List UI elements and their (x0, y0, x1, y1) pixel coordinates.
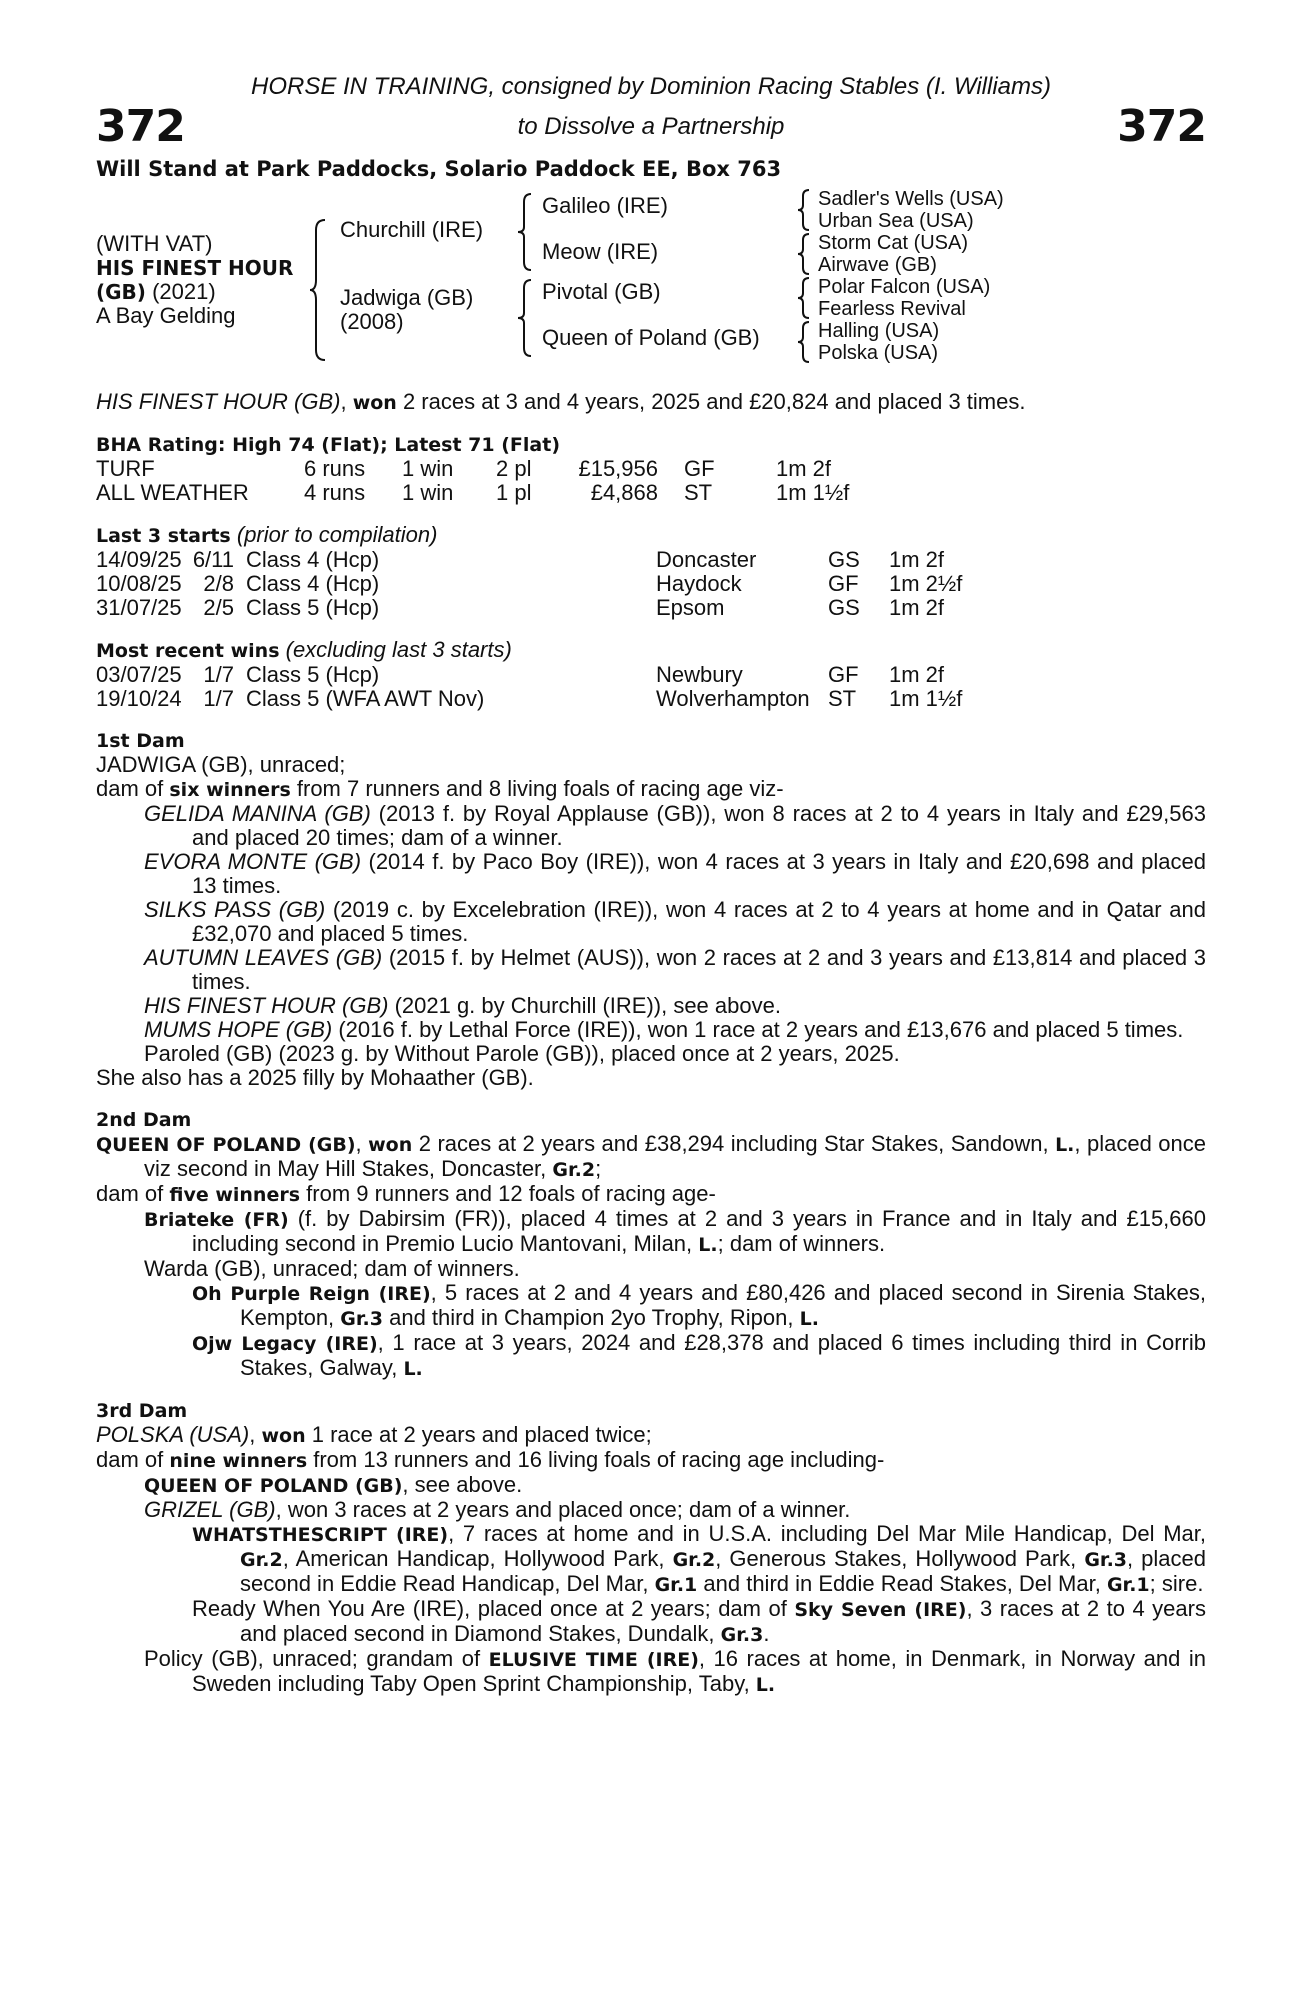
progeny-entry (96, 898, 1206, 946)
progeny-entry (96, 946, 1206, 994)
rating-runs: 4 runs (304, 480, 366, 505)
pedigree-sire-dam: Meow (IRE) (542, 239, 659, 264)
horse-identity (96, 232, 301, 328)
progeny-entry (96, 802, 1206, 850)
pedigree-g3-7: Halling (USA) (818, 320, 940, 342)
progeny-name: AUTUMN LEAVES (GB) (144, 945, 383, 970)
progeny-entry (96, 1522, 1206, 1597)
win-row (96, 687, 1206, 711)
text: from 13 runners and 16 living foals of racing age including- (307, 1447, 885, 1472)
rating-row (96, 457, 1206, 481)
listed-label: L. (698, 1234, 718, 1256)
progeny-text: , 1 race at 3 years, 2024 and £28,378 and placed 6 times including third in Corrib Stakes, Galway, (240, 1330, 1206, 1380)
progeny-entry (96, 994, 1206, 1018)
progeny-text: (2016 f. by Lethal Force (IRE)), won 1 race at 2 years and £13,676 and placed 5 times. (332, 1017, 1184, 1042)
grade-label: Gr.1 (1106, 1574, 1150, 1596)
first-dam-closing: She also has a 2025 filly by Mohaather (GB). (96, 1065, 534, 1090)
start-row (96, 548, 1206, 572)
pedigree-brace-gen1 (308, 218, 328, 362)
pedigree-brace-g3-3 (796, 276, 812, 320)
listed-label: L. (799, 1308, 819, 1330)
text: Ready When You Are (IRE), placed once at 2 years; dam of (192, 1596, 795, 1621)
second-dam-name: QUEEN OF POLAND (GB) (96, 1134, 356, 1156)
rating-runs: 6 runs (304, 456, 366, 481)
text: , 7 races at home and in U.S.A. including Del Mar Mile Handicap, Del Mar, (448, 1521, 1206, 1546)
summary-horse-name: HIS FINEST HOUR (GB) (96, 389, 341, 414)
third-dam-section (96, 1399, 1206, 1697)
third-dam-produce (96, 1448, 1206, 1473)
pedigree-brace-g3-2 (796, 232, 812, 276)
progeny-entry: Paroled (GB) (2023 g. by Without Parole (GB)), placed once at 2 years, 2025. (144, 1041, 900, 1066)
win-distance: 1m 2f (889, 662, 945, 687)
rating-prize: £15,956 (578, 456, 658, 481)
progeny-name: EVORA MONTE (GB) (144, 849, 362, 874)
progeny-text: (2013 f. by Royal Applause (GB)), won 8 races at 2 to 4 years in Italy and £29,563 and placed 20 times; dam of a winner. (192, 801, 1206, 850)
third-dam-record: POLSKA (USA), won 1 race at 2 years and placed twice; (96, 1422, 652, 1447)
summary-text: 2 races at 3 and 4 years, 2025 and £20,824 and placed 3 times. (396, 389, 1026, 414)
progeny-name: QUEEN OF POLAND (GB) (144, 1475, 403, 1497)
start-distance: 1m 2½f (889, 571, 963, 596)
consignment-line: HORSE IN TRAINING, consigned by Dominion Racing Stables (I. Williams) (250, 73, 1052, 100)
progeny-text: , 5 races at 2 and 4 years and £80,426 and placed second in Sirenia Stakes, Kempton, (240, 1280, 1206, 1330)
pedigree-brace-dam (516, 278, 534, 358)
progeny-name: Briateke (FR) (144, 1209, 289, 1231)
progeny-name: SILKS PASS (GB) (144, 897, 326, 922)
rating-placed: 1 pl (496, 480, 532, 505)
rating-going: ST (684, 480, 713, 505)
second-dam-title: 2nd Dam (96, 1109, 192, 1131)
winners-count: nine winners (169, 1450, 308, 1472)
grade-label: Gr.2 (672, 1549, 716, 1571)
rating-row (96, 481, 1206, 505)
pedigree-dam-dam: Queen of Poland (GB) (542, 325, 760, 350)
rating-distance: 1m 1½f (776, 480, 850, 505)
start-row (96, 596, 1206, 620)
summary-won: won (352, 392, 397, 414)
lot-number-left: 372 (96, 101, 185, 152)
progeny-name: Sky Seven (IRE) (794, 1599, 967, 1621)
text: dam of (96, 1447, 170, 1472)
progeny-entry (96, 1597, 1206, 1647)
win-course: Newbury (656, 662, 743, 687)
pedigree-dam-sire: Pivotal (GB) (542, 279, 661, 304)
text: , placed second in Eddie Read Handicap, Del Mar, (240, 1546, 1206, 1596)
progeny-name: Oh Purple Reign (IRE) (192, 1283, 431, 1305)
pedigree-dam-year: (2008) (340, 309, 404, 334)
pedigree-g3-4: Airwave (GB) (818, 254, 937, 276)
pedigree-brace-sire (516, 192, 534, 272)
win-race: Class 5 (Hcp) (246, 662, 380, 687)
horse-year: (2021) (152, 279, 216, 304)
progeny-name: Ojw Legacy (IRE) (192, 1333, 378, 1355)
start-position: 2/5 (203, 595, 234, 620)
text: and third in Champion 2yo Trophy, Ripon, (382, 1305, 800, 1330)
progeny-name: HIS FINEST HOUR (GB) (144, 993, 389, 1018)
last-starts-note: (prior to compilation) (236, 522, 438, 547)
progeny-entry (96, 1473, 1206, 1498)
lot-number-right: 372 (1117, 101, 1206, 152)
start-going: GS (828, 595, 860, 620)
rating-going: GF (684, 456, 715, 481)
rating-distance: 1m 2f (776, 456, 832, 481)
text: , 3 races at 2 to 4 years and placed second in Diamond Stakes, Dundalk, (240, 1596, 1206, 1646)
text: , placed once viz second in May Hill Stakes, Doncaster, (144, 1131, 1206, 1181)
progeny-entry (96, 1498, 1206, 1522)
rating-placed: 2 pl (496, 456, 532, 481)
start-going: GF (828, 571, 859, 596)
rating-wins: 1 win (402, 456, 454, 481)
horse-description: A Bay Gelding (96, 303, 236, 328)
race-summary: HIS FINEST HOUR (GB), won 2 races at 3 and 4 years, 2025 and £20,824 and placed 3 times. (96, 389, 1026, 414)
text: dam of (96, 776, 170, 801)
win-distance: 1m 1½f (889, 686, 963, 711)
pedigree-tree (96, 188, 1206, 364)
progeny-name: GELIDA MANINA (GB) (144, 801, 371, 826)
text: ; (595, 1156, 602, 1181)
winners-count: five winners (169, 1184, 301, 1206)
text: from 7 runners and 8 living foals of racing age viz- (290, 776, 784, 801)
start-date: 31/07/25 (96, 595, 182, 620)
text: and third in Eddie Read Stakes, Del Mar, (697, 1571, 1107, 1596)
pedigree-g3-6: Fearless Revival (818, 298, 966, 320)
progeny-entry (96, 1331, 1206, 1381)
text: ; dam of winners. (717, 1231, 886, 1256)
start-position: 2/8 (203, 571, 234, 596)
first-dam-section (96, 729, 1206, 1090)
first-dam-name: JADWIGA (GB), unraced; (96, 752, 346, 777)
start-going: GS (828, 547, 860, 572)
text: . (763, 1621, 770, 1646)
win-date: 19/10/24 (96, 686, 182, 711)
win-going: ST (828, 686, 857, 711)
horse-name: HIS FINEST HOUR (96, 256, 294, 280)
progeny-name: WHATSTHESCRIPT (IRE) (192, 1524, 449, 1546)
start-row (96, 572, 1206, 596)
recent-wins-section (96, 638, 1206, 711)
last-starts-title: Last 3 starts (96, 525, 231, 547)
grade-label: Gr.3 (720, 1624, 764, 1646)
pedigree-sire-sire: Galileo (IRE) (542, 193, 668, 218)
progeny-entry (96, 1018, 1206, 1042)
rating-prize: £4,868 (590, 480, 658, 505)
win-position: 1/7 (203, 662, 234, 687)
catalogue-page (96, 0, 1206, 1697)
bha-rating: BHA Rating: High 74 (Flat); Latest 71 (Flat) (96, 434, 560, 456)
listed-label: L. (1055, 1134, 1075, 1156)
stabling-location: Will Stand at Park Paddocks, Solario Paddock EE, Box 763 (96, 157, 782, 181)
grade-label: Gr.3 (340, 1308, 383, 1330)
start-race: Class 4 (Hcp) (246, 547, 380, 572)
text: ; sire. (1149, 1571, 1204, 1596)
text: dam of (96, 1181, 170, 1206)
listed-label: L. (755, 1674, 776, 1696)
progeny-name: ELUSIVE TIME (IRE) (488, 1649, 699, 1671)
grade-label: Gr.3 (1084, 1549, 1128, 1571)
progeny-text: (f. by Dabirsim (FR)), placed 4 times at 2 and 3 years in France and in Italy and £15,660 including second in Premio Lucio Mantovani, Milan, (192, 1206, 1206, 1256)
progeny-entry (96, 1647, 1206, 1697)
progeny-entry: Warda (GB), unraced; dam of winners. (144, 1256, 520, 1281)
progeny-text: (2014 f. by Paco Boy (IRE)), won 4 races at 3 years in Italy and £20,698 and placed 13 times. (192, 849, 1207, 898)
progeny-text: (2015 f. by Helmet (AUS)), won 2 races at 2 and 3 years and £13,814 and placed 3 times. (192, 945, 1206, 994)
horse-country: (GB) (96, 280, 146, 304)
recent-wins-note: (excluding last 3 starts) (285, 637, 512, 662)
start-course: Haydock (656, 571, 742, 596)
start-position: 6/11 (192, 547, 234, 572)
win-date: 03/07/25 (96, 662, 182, 687)
rating-surface: ALL WEATHER (96, 480, 249, 505)
second-dam-produce (96, 1182, 1206, 1207)
start-distance: 1m 2f (889, 595, 945, 620)
second-dam-record: QUEEN OF POLAND (GB), won 2 races at 2 years and £38,294 including Star Stakes, Sandown, L., placed once viz second in May Hill Stakes, Doncaster, Gr.2; (96, 1131, 1206, 1181)
win-race: Class 5 (WFA AWT Nov) (246, 686, 485, 711)
progeny-text: (2021 g. by Churchill (IRE)), see above. (388, 993, 781, 1018)
progeny-text: (2019 c. by Excelebration (IRE)), won 4 races at 2 to 4 years at home and in Qatar and £32,070 and placed 5 times. (192, 897, 1206, 946)
listed-label: L. (403, 1358, 423, 1380)
start-distance: 1m 2f (889, 547, 945, 572)
progeny-entry (96, 850, 1206, 898)
pedigree-g3-3: Storm Cat (USA) (818, 232, 969, 254)
text: from 9 runners and 12 foals of racing age- (300, 1181, 716, 1206)
pedigree-brace-g3-1 (796, 188, 812, 232)
third-dam-title: 3rd Dam (96, 1400, 188, 1422)
grade-label: Gr.2 (552, 1159, 596, 1181)
grade-label: Gr.1 (654, 1574, 698, 1596)
progeny-text: , see above. (402, 1472, 523, 1497)
pedigree-g3-1: Sadler's Wells (USA) (818, 188, 1004, 210)
start-course: Epsom (656, 595, 725, 620)
rating-surface: TURF (96, 456, 155, 481)
text: , Generous Stakes, Hollywood Park, (715, 1546, 1085, 1571)
win-course: Wolverhampton (656, 686, 810, 711)
text: 1 race at 2 years and placed twice; (305, 1422, 652, 1447)
pedigree-g3-2: Urban Sea (USA) (818, 210, 974, 232)
grade-label: Gr.2 (240, 1549, 283, 1571)
pedigree-dam: Jadwiga (GB) (340, 285, 474, 310)
progeny-name: MUMS HOPE (GB) (144, 1017, 333, 1042)
win-position: 1/7 (203, 686, 234, 711)
start-date: 14/09/25 (96, 547, 182, 572)
pedigree-brace-g3-4 (796, 320, 812, 364)
win-going: GF (828, 662, 859, 687)
third-dam-name: POLSKA (USA) (96, 1422, 250, 1447)
pedigree-g3-5: Polar Falcon (USA) (818, 276, 991, 298)
winners-count: six winners (169, 779, 291, 801)
rating-wins: 1 win (402, 480, 454, 505)
first-dam-record (96, 777, 1206, 802)
first-dam-title: 1st Dam (96, 730, 185, 752)
text: , 16 races at home, in Denmark, in Norway and in Sweden including Taby Open Sprint Championship, Taby, (192, 1646, 1206, 1696)
consignment-reason: to Dissolve a Partnership (517, 113, 785, 140)
progeny-entry (96, 1281, 1206, 1331)
win-row (96, 663, 1206, 687)
start-course: Doncaster (656, 547, 757, 572)
text: Policy (GB), unraced; grandam of (144, 1646, 489, 1671)
lot-header-row (96, 102, 1206, 152)
text: , American Handicap, Hollywood Park, (282, 1546, 673, 1571)
won-label: won (261, 1425, 306, 1447)
progeny-name: GRIZEL (GB) (144, 1497, 276, 1522)
pedigree-sire: Churchill (IRE) (340, 217, 484, 242)
text: 2 races at 2 years and £38,294 including Star Stakes, Sandown, (412, 1131, 1056, 1156)
vat-note: (WITH VAT) (96, 231, 213, 256)
second-dam-section (96, 1108, 1206, 1381)
rating-section (96, 433, 1206, 505)
start-race: Class 4 (Hcp) (246, 571, 380, 596)
progeny-entry (96, 1207, 1206, 1257)
progeny-text: , won 3 races at 2 years and placed once; dam of a winner. (275, 1497, 851, 1522)
start-race: Class 5 (Hcp) (246, 595, 380, 620)
start-date: 10/08/25 (96, 571, 182, 596)
won-label: won (368, 1134, 413, 1156)
pedigree-g3-8: Polska (USA) (818, 342, 939, 364)
last-starts-section (96, 523, 1206, 620)
recent-wins-title: Most recent wins (96, 640, 280, 662)
